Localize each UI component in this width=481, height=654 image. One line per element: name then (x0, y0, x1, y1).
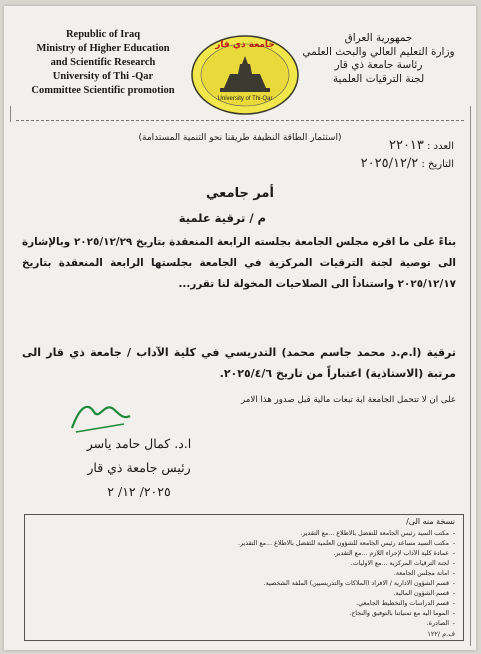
list-item: -قسم الشؤون الادارية / الافراد (الملاكات والتدريسيين) الملفة الشخصية. (263, 580, 455, 587)
arabic-header-line: لجنة الترقيات العلمية (332, 72, 425, 85)
number-value: ٢٢٠١٣ (388, 138, 424, 153)
list-item: -مكتب السيد رئيس الجامعة للتفضل بالاطلاع ...مع التقدير. (300, 530, 455, 537)
document-number (389, 138, 454, 153)
list-item: -امانة مجلس الجامعة. (393, 570, 455, 577)
list-item: -الصادرة. (426, 620, 455, 627)
arabic-header (291, 32, 466, 86)
list-item: -قسم الدراسات والتخطيط الجامعي. (356, 600, 455, 607)
document-title: أمر جامعي (206, 186, 274, 201)
document-subject: م / ترقية علمية (178, 211, 266, 225)
distribution-list (35, 529, 455, 629)
english-header-line: Republic of Iraq (65, 29, 141, 40)
list-item: -عمادة كلية الآداب لإجراء اللازم ...مع التقدير. (333, 550, 455, 557)
number-label: العدد : (427, 141, 454, 152)
promotion-text: ترقية (ا.م.د محمد جاسم محمد) التدريسي في كلية الآداب / جامعة ذي قار الى مرتبة (الاستاذية) اعتباراً من تاريخ ٢٠٢٥/٤/٦. (22, 346, 456, 380)
document-date (361, 156, 454, 171)
decision-preamble: بناءً على ما اقره مجلس الجامعة بجلسته الرابعة المنعقدة بتاريخ ٢٠٢٥/١٢/٢٩ وبالإشارة الى توصية لجنة الترقيات المركزية في الجامعة بجلستها الرابعة المنعقدة بتاريخ ٢٠٢٥/١٢/١٧ واستناداً الى الصلاحيات المخولة لنا تقرر... (22, 236, 457, 290)
list-item: -مكتب السيد مساعد رئيس الجامعة للشؤون العلمية للتفضل بالاطلاع ...مع التقدير. (238, 540, 455, 547)
arabic-header-line: وزارة التعليم العالي والبحث العلمي (302, 45, 455, 58)
signatory-position: رئيس جامعة ذي قار (87, 460, 191, 475)
list-item: -قسم الشؤون المالية. (393, 590, 455, 597)
english-header-line: University of Thi -Qar (52, 71, 154, 82)
english-header-line: and Scientific Research (50, 57, 156, 68)
english-header (18, 28, 188, 98)
document-page (4, 6, 476, 650)
distribution-box (24, 514, 464, 641)
arabic-header-line: جمهورية العراق (344, 32, 413, 44)
left-border-mark (10, 106, 11, 122)
signatory-name: ا.د. كمال حامد ياسر (86, 436, 192, 451)
date-value: ٢٠٢٥/١٢/٢ (360, 156, 419, 171)
financial-note: على ان لا تتحمل الجامعة اية تبعات مالية قبل صدور هذا الامر (241, 395, 456, 405)
slogan: (استثمار الطاقة النظيفة طريقنا نحو التنمية المستدامة) (138, 133, 342, 143)
body-paragraph-2 (22, 342, 456, 384)
signature-block (64, 432, 214, 504)
english-header-line: Ministry of Higher Education (36, 43, 170, 54)
list-item: -لجنة الترقيات المركزية ...مع الاوليات. (350, 560, 455, 567)
distribution-footer: ف.م /١٢٢ (427, 630, 455, 638)
logo-english-text: University of Thi-Qar (217, 96, 273, 102)
signature-date: ٢٠٢٥/ ١٢/ ٢ (107, 484, 171, 499)
arabic-header-line: رئاسة جامعة ذي قار (334, 59, 423, 71)
university-logo (190, 34, 300, 116)
header-divider (16, 120, 464, 121)
body-paragraph-1 (22, 232, 456, 295)
english-header-line: Committee Scientific promotion (31, 85, 175, 96)
list-item: -الموما اليه مع تمنياتنا بالتوفيق والنجاح. (349, 610, 455, 617)
distribution-header: نسخة منه الى/ (406, 517, 455, 526)
logo-arabic-text: جامعة ذي قار (215, 40, 275, 50)
date-label: التاريخ : (421, 159, 454, 170)
